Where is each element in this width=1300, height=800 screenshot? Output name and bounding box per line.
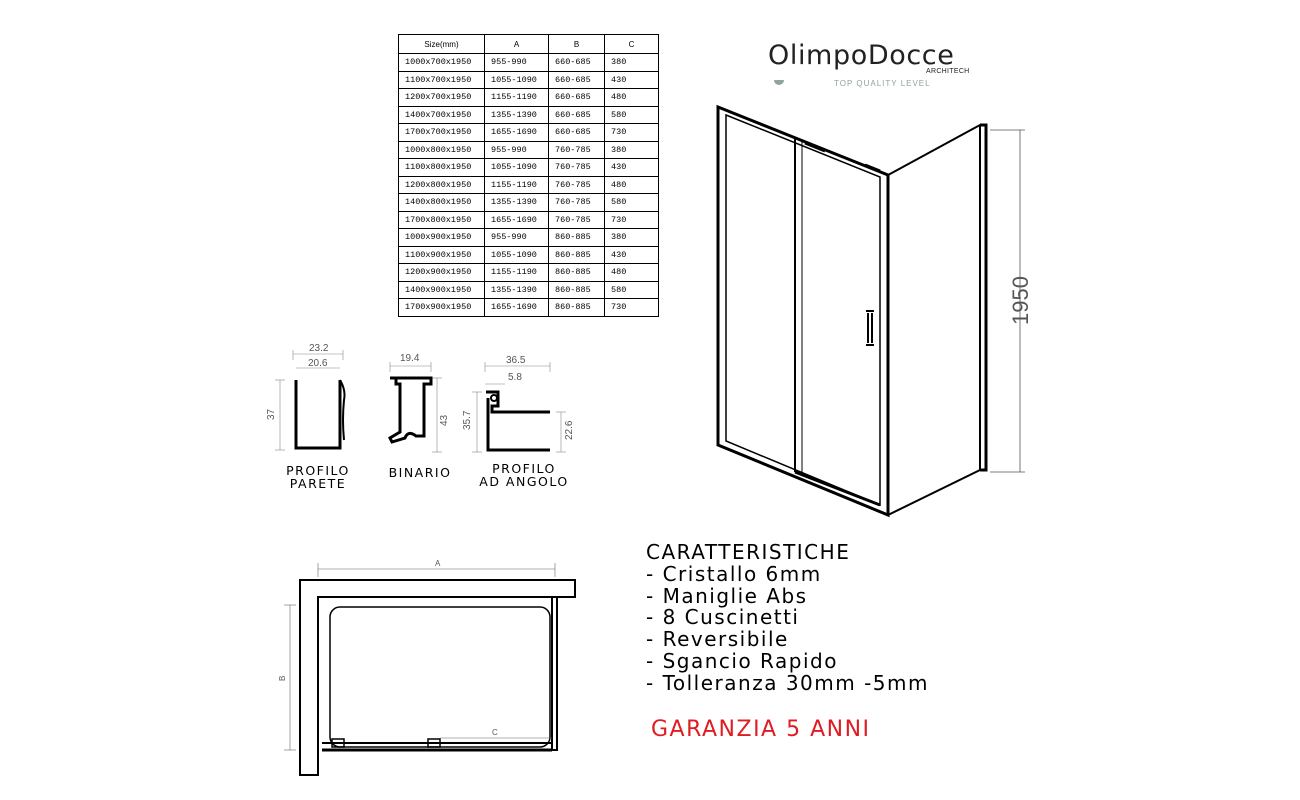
table-cell: 860-885 <box>549 299 605 317</box>
profile-angolo-label-line2: AD ANGOLO <box>479 474 569 489</box>
parete-width-outer-label: 23.2 <box>309 343 329 354</box>
table-cell: 580 <box>605 194 659 212</box>
table-cell: 1055-1090 <box>485 246 549 264</box>
brand-logo-subtitle: ARCHITECH <box>926 68 970 75</box>
table-cell: 730 <box>605 211 659 229</box>
feature-item: - Reversibile <box>646 627 789 652</box>
table-cell: 1000x800x1950 <box>399 141 485 159</box>
table-header-size: Size(mm) <box>399 35 485 54</box>
table-row <box>399 229 659 247</box>
table-cell: 1155-1190 <box>485 176 549 194</box>
profile-parete-label-line2: PARETE <box>289 476 347 491</box>
table-cell: 860-885 <box>549 246 605 264</box>
table-cell: 1700x900x1950 <box>399 299 485 317</box>
profile-binario-label: BINARIO <box>388 465 452 480</box>
parete-height-label: 37 <box>266 408 277 420</box>
elevation-height-label: 1950 <box>1008 276 1033 325</box>
table-row <box>399 141 659 159</box>
table-row <box>399 176 659 194</box>
features-title: CARATTERISTICHE <box>646 540 851 564</box>
table-header-a: A <box>485 35 549 54</box>
table-cell: 1200x700x1950 <box>399 89 485 107</box>
table-cell: 730 <box>605 299 659 317</box>
table-cell: 380 <box>605 54 659 72</box>
table-cell: 660-685 <box>549 106 605 124</box>
table-row <box>399 106 659 124</box>
feature-item: - Tolleranza 30mm -5mm <box>646 670 929 695</box>
table-cell: 955-990 <box>485 54 549 72</box>
profile-angolo-label <box>476 462 572 488</box>
table-cell: 1655-1690 <box>485 124 549 142</box>
angolo-width-inner-label: 5.8 <box>508 372 522 383</box>
table-row <box>399 124 659 142</box>
table-cell: 760-785 <box>549 141 605 159</box>
table-cell: 860-885 <box>549 281 605 299</box>
table-row <box>399 281 659 299</box>
profile-drawings <box>260 340 590 460</box>
table-cell: 580 <box>605 281 659 299</box>
shower-elevation-drawing <box>700 95 1040 520</box>
table-header-c: C <box>605 35 659 54</box>
table-cell: 430 <box>605 246 659 264</box>
table-cell: 430 <box>605 159 659 177</box>
table-cell: 1355-1390 <box>485 106 549 124</box>
brand-logo-tagline: TOP QUALITY LEVEL <box>834 79 931 88</box>
table-cell: 1355-1390 <box>485 194 549 212</box>
table-cell: 1700x800x1950 <box>399 211 485 229</box>
table-cell: 480 <box>605 89 659 107</box>
table-cell: 380 <box>605 141 659 159</box>
table-cell: 1700x700x1950 <box>399 124 485 142</box>
table-cell: 1100x800x1950 <box>399 159 485 177</box>
angolo-height-inner-label: 22.6 <box>564 420 575 440</box>
plan-dimension-c-label: C <box>492 728 498 737</box>
table-row <box>399 89 659 107</box>
table-cell: 1155-1190 <box>485 89 549 107</box>
features-list <box>646 542 929 695</box>
table-cell: 1100x900x1950 <box>399 246 485 264</box>
table-header-row <box>399 35 659 54</box>
feature-item: - 8 Cuscinetti <box>646 605 800 630</box>
table-cell: 1000x700x1950 <box>399 54 485 72</box>
table-row <box>399 54 659 72</box>
table-cell: 580 <box>605 106 659 124</box>
warranty-text: GARANZIA 5 ANNI <box>651 717 871 742</box>
table-row <box>399 194 659 212</box>
table-cell: 380 <box>605 229 659 247</box>
table-cell: 1200x900x1950 <box>399 264 485 282</box>
angolo-height-outer-label: 35.7 <box>462 410 473 430</box>
table-cell: 760-785 <box>549 176 605 194</box>
table-cell: 660-685 <box>549 124 605 142</box>
profile-binario-drawing <box>390 362 442 452</box>
table-row <box>399 246 659 264</box>
table-cell: 760-785 <box>549 211 605 229</box>
table-cell: 1400x900x1950 <box>399 281 485 299</box>
plan-dimension-a-label: A <box>435 559 441 568</box>
table-cell: 955-990 <box>485 229 549 247</box>
angolo-width-outer-label: 36.5 <box>506 355 526 366</box>
table-cell: 1200x800x1950 <box>399 176 485 194</box>
table-cell: 1400x700x1950 <box>399 106 485 124</box>
table-row <box>399 264 659 282</box>
profile-parete-label-line1: PROFILO <box>286 463 350 478</box>
table-cell: 760-785 <box>549 159 605 177</box>
table-row <box>399 71 659 89</box>
table-cell: 1055-1090 <box>485 159 549 177</box>
table-row <box>399 159 659 177</box>
table-cell: 1655-1690 <box>485 299 549 317</box>
feature-item: - Maniglie Abs <box>646 583 808 608</box>
table-cell: 430 <box>605 71 659 89</box>
feature-item: - Cristallo 6mm <box>646 561 822 586</box>
feature-item: - Sgancio Rapido <box>646 648 838 673</box>
table-cell: 480 <box>605 264 659 282</box>
profile-parete-label <box>282 464 354 490</box>
profile-angolo-label-line1: PROFILO <box>492 461 556 476</box>
table-cell: 1400x800x1950 <box>399 194 485 212</box>
table-body <box>399 54 659 317</box>
table-cell: 480 <box>605 176 659 194</box>
binario-height-label: 43 <box>439 414 450 426</box>
brand-logo-mark-icon <box>774 80 784 85</box>
table-cell: 1155-1190 <box>485 264 549 282</box>
brand-logo-name: OlimpoDocce <box>768 40 955 71</box>
parete-width-inner-label: 20.6 <box>308 358 328 369</box>
table-cell: 1000x900x1950 <box>399 229 485 247</box>
table-cell: 660-685 <box>549 89 605 107</box>
table-header-b: B <box>549 35 605 54</box>
table-cell: 760-785 <box>549 194 605 212</box>
table-cell: 860-885 <box>549 229 605 247</box>
table-row <box>399 299 659 317</box>
table-cell: 660-685 <box>549 54 605 72</box>
table-cell: 660-685 <box>549 71 605 89</box>
table-cell: 730 <box>605 124 659 142</box>
size-table <box>398 34 659 317</box>
table-cell: 1355-1390 <box>485 281 549 299</box>
table-row <box>399 211 659 229</box>
table-cell: 1055-1090 <box>485 71 549 89</box>
binario-width-label: 19.4 <box>400 353 420 364</box>
table-cell: 1100x700x1950 <box>399 71 485 89</box>
table-cell: 860-885 <box>549 264 605 282</box>
table-cell: 1655-1690 <box>485 211 549 229</box>
plan-dimension-b-label: B <box>278 675 287 681</box>
table-cell: 955-990 <box>485 141 549 159</box>
plan-view-drawing <box>270 555 585 780</box>
